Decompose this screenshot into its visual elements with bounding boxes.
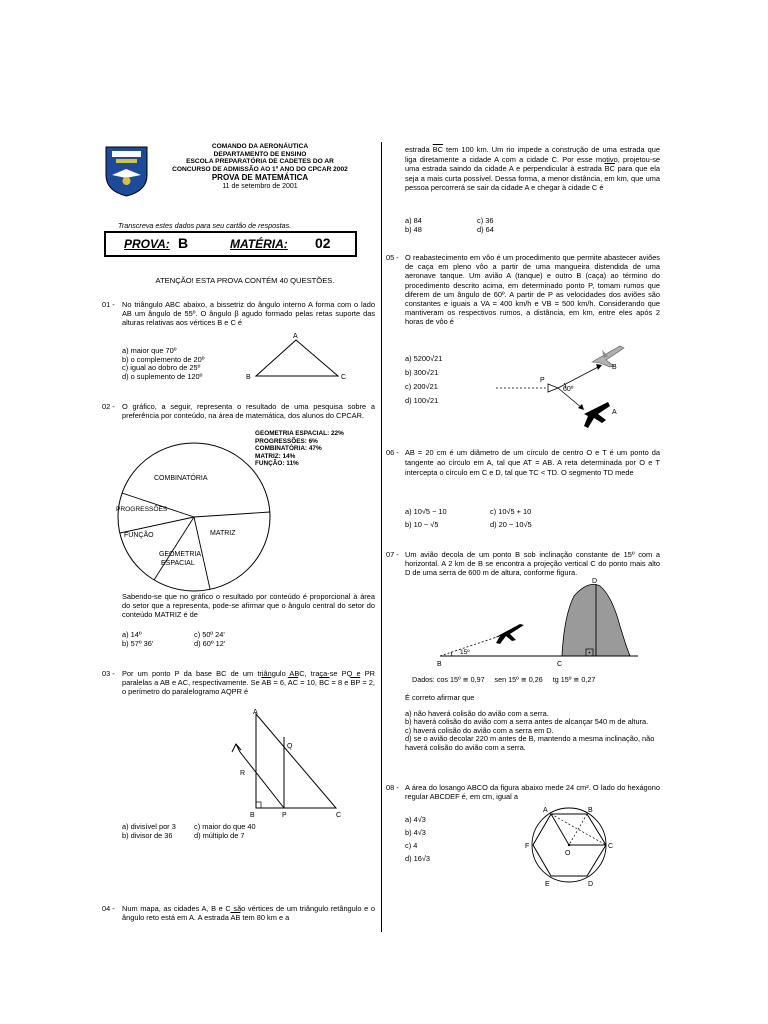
sector-label: FUNÇÃO (124, 532, 154, 539)
transcribe-note: Transcreva estes dados para seu cartão de respostas. (118, 221, 292, 230)
point-label: C (557, 661, 563, 668)
header-line: COMANDO DA AERONÁUTICA (211, 143, 309, 150)
given-data: Dados: cos 15º ≅ 0,97 sen 15º ≅ 0,26 tg 15º ≅ 0,27 (412, 675, 596, 684)
vertex-label: R (240, 770, 246, 777)
text-part: tem 80 km e a (240, 913, 290, 923)
options-list (405, 217, 422, 234)
point-label: B (437, 661, 442, 668)
vertex-label: A (293, 333, 298, 340)
option[interactable]: b) 10 − √5 (405, 520, 439, 529)
question-text (122, 904, 375, 922)
question-number: 04 - (102, 904, 115, 913)
exam-date: 11 de setembro de 2001 (222, 183, 298, 191)
text-part: 8 e (337, 678, 349, 688)
option[interactable]: a) 5200√21 (405, 354, 443, 363)
options-list (477, 217, 494, 234)
prova-value: B (178, 235, 189, 251)
options-list (405, 710, 660, 752)
question-number: 08 - (386, 783, 399, 792)
header-line: CONCURSO DE ADMISSÃO AO 1º ANO DO CPCAR 2002 (172, 165, 348, 173)
segment: $\overline{BC}$ (319, 678, 330, 688)
vertex-label: A (253, 709, 258, 716)
option[interactable]: d) o suplemento de 120º (122, 371, 203, 381)
text-part: Por um ponto P da base BC de um triângulo ABC, traça-se PQ e PR paralelas a AB e AC, respectivamente. Se (122, 669, 375, 688)
option[interactable]: c) 200√21 (405, 382, 438, 391)
option[interactable]: b) o complemento de 20º (122, 354, 205, 364)
segment: $\overline{BC}$ (432, 145, 443, 154)
option[interactable]: a) divisível por 3 (122, 822, 176, 831)
option[interactable]: d) 20 − 10√5 (490, 520, 532, 529)
prova-label: PROVA: (124, 237, 170, 251)
text-part: , o perímetro do paralelogramo AQPR é (122, 678, 375, 697)
vertex-label: B (588, 807, 593, 814)
option[interactable]: d) 64 (477, 224, 494, 234)
options-list (405, 505, 447, 531)
vertex-label: C (336, 812, 342, 819)
pie-chart (114, 438, 290, 596)
column-divider (381, 142, 382, 932)
segment: $\overline{AB}$ (261, 678, 272, 688)
point-label: D (592, 578, 598, 585)
option[interactable]: c) igual ao dobro de 25º (122, 363, 201, 373)
text-part: estrada (405, 145, 430, 154)
exam-box (104, 231, 357, 257)
triangle-figure (226, 708, 356, 820)
options-list (194, 823, 256, 840)
option[interactable]: c) 4 (405, 841, 418, 850)
question-text (122, 669, 375, 697)
option[interactable]: d) 16√3 (405, 854, 431, 863)
legend-item: MATRIZ: 14% (255, 452, 296, 460)
option[interactable]: b) 57º 36' (122, 638, 154, 648)
option[interactable]: c) haverá colisão do avião com a serra em D. (405, 725, 554, 735)
legend-item: PROGRESSÕES: 6% (255, 437, 318, 445)
vertex-label: Q (287, 743, 293, 750)
value: = (329, 678, 338, 688)
aircraft-label: A (612, 409, 617, 416)
option[interactable]: b) haverá colisão do avião com a serra antes de alcançar 540 m de altura. (405, 717, 649, 727)
options-list (122, 347, 204, 381)
options-list (122, 631, 153, 648)
vertex-label: O (565, 850, 571, 857)
option[interactable]: d) 60º 12' (194, 638, 226, 648)
question-text: Sabendo-se que no gráfico o resultado por conteúdo é proporcional à área do setor que a representa, pode-se afirmar que o ângulo central do setor do conteúdo MATRIZ é de (122, 592, 375, 620)
segment: $\overline{BP}$ (350, 678, 361, 688)
vertex-label: F (525, 843, 530, 850)
question-number: 05 - (386, 253, 399, 262)
option[interactable]: d) múltiplo de 7 (194, 830, 245, 840)
tanker-plane-icon (584, 402, 610, 428)
question-text: Um avião decola de um ponto B sob inclinação constante de 15º com a horizontal. A 2 km de B se encontra a projeção vertical C do ponto mais alto D de uma serra de 600 m de altura, conforme figura. (405, 550, 660, 578)
value: = 2 (360, 678, 373, 688)
segment: $\overline{BC}$ (604, 164, 615, 174)
option[interactable]: a) 10√5 − 10 (405, 507, 447, 516)
option[interactable]: c) 36 (477, 216, 494, 225)
vertex-label: D (588, 881, 594, 888)
vertex-label: B (246, 374, 251, 381)
options-list (194, 631, 225, 648)
vertex-label: P (282, 812, 287, 819)
option[interactable]: a) 84 (405, 216, 422, 225)
sector-label: ESPACIAL (161, 560, 195, 567)
sector-label: COMBINATÓRIA (154, 475, 208, 482)
value: = 6, (271, 678, 288, 688)
question-text: AB = 20 cm é um diâmetro de um círculo de centro O e T é um ponto da tangente ao círculo em A, tal que AT = AB. A reta determinada por O e T intercepta o círculo em C e D, tal que TC < TD. O segmento TD mede (405, 448, 660, 477)
segment: $\overline{AB}$ (230, 913, 241, 923)
question-text: No triângulo ABC abaixo, a bissetriz do ângulo interno A forma com o lado AB um ângulo de 55º. O ângulo β agudo formado pelas retas suporte das alturas relativas aos vértices B e C é (122, 300, 375, 328)
airplane-icon (494, 624, 524, 644)
option[interactable]: a) 4√3 (405, 815, 426, 824)
question-number: 01 - (102, 300, 115, 309)
option[interactable]: d) se o avião decolar 220 m antes de B, mantendo a mesma inclinação, não haverá colisão do avião com a serra. (405, 734, 655, 752)
materia-label: MATÉRIA: (230, 237, 288, 251)
options-list (405, 813, 430, 865)
question-text: O gráfico, a seguir, representa o resultado de uma pesquisa sobre a preferência por conteúdo, na área de matemática, dos alunos do CPCAR. (122, 402, 375, 421)
option[interactable]: a) não haverá colisão do avião com a serra. (405, 709, 549, 718)
legend-item: GEOMETRIA ESPACIAL: 22% (255, 430, 344, 437)
page-title: PROVA DE MATEMÁTICA (211, 173, 309, 183)
refueling-figure (486, 336, 636, 436)
hexagon-figure (524, 802, 614, 892)
legend-item: FUNÇÃO: 11% (255, 460, 299, 468)
options-list (122, 823, 176, 840)
option[interactable]: b) divisor de 36 (122, 830, 173, 840)
aircraft-label: B (612, 364, 617, 371)
angle-label: 15º (460, 649, 470, 656)
header-line: DEPARTAMENTO DE ENSINO (213, 150, 307, 158)
vertex-label: A (543, 807, 548, 814)
question-number: 07 - (386, 550, 399, 559)
option[interactable]: b) 48 (405, 224, 422, 234)
vertex-label: C (608, 843, 614, 850)
triangle-figure (240, 330, 350, 382)
option[interactable]: c) maior do que 40 (194, 822, 256, 831)
option[interactable]: a) maior que 70º (122, 346, 177, 355)
question-number: 02 - (102, 402, 115, 411)
vertex-label: C (341, 374, 347, 381)
text-part: para que ela seja a mais curta possível. Dessa forma, a menor distância, em km, que uma pessoa percorrerá se sair da cidade A e chegar à cidade C é (405, 164, 660, 193)
header-line: ESCOLA PREPARATÓRIA DE CADETES DO AR (186, 158, 334, 166)
question-number: 06 - (386, 448, 399, 457)
value: = 10, (298, 678, 320, 688)
vertex-label: E (545, 881, 550, 888)
segment: $\overline{AC}$ (287, 678, 299, 688)
sector-label: MATRIZ (210, 530, 236, 537)
question-text: A área do losango ABCO da figura abaixo mede 24 cm². O lado do hexágono regular ABCDEF é, em cm, igual a (405, 783, 660, 802)
question-text-continued (405, 145, 660, 193)
angle-label: 60º (563, 386, 574, 393)
options-list (405, 352, 442, 408)
question-stem: É correto afirmar que (405, 693, 475, 702)
option[interactable]: a) 14º (122, 630, 142, 639)
question-number: 03 - (102, 669, 115, 678)
mountain-figure (430, 576, 660, 670)
text-part: tem 100 km. Um rio impede a construção de uma estrada que liga diretamente a cidade A com a cidade C. Por esse motivo, projetou-se uma estrada saindo da cidade A e perpendicular à estrada (405, 145, 660, 174)
legend-item: COMBINATÓRIA: 47% (255, 445, 322, 453)
school-emblem (104, 145, 149, 197)
question-text: O reabastecimento em vôo é um procedimento que permite abastecer aviões de caça em pleno vôo a partir de uma mangueira distendida de uma aeronave tanque. Um avião A (tanque) e outro B (caça) ao término do procedimento descrito acima, em determinado ponto P, tomam rumos que diferem de um ângulo de 60º. A partir de P as velocidades dos aviões são constantes e iguais a VA = 400 km/h e VB = 500 km/h. Considerando que mantiveram os respectivos rumos, a distância, em km, entre eles após 2 horas de vôo é (405, 253, 660, 327)
option[interactable]: b) 4√3 (405, 828, 426, 837)
option[interactable]: c) 10√5 + 10 (490, 507, 532, 516)
option[interactable]: d) 100√21 (405, 396, 439, 405)
point-label: P (540, 377, 545, 384)
options-list (490, 505, 532, 531)
attention-notice: ATENÇÃO! ESTA PROVA CONTÉM 40 QUESTÕES. (155, 276, 335, 285)
text-part: Num mapa, as cidades A, B e C são vértices de um triângulo retângulo e o ângulo reto está em A. A estrada (122, 904, 375, 923)
fighter-jet-icon (592, 346, 624, 367)
materia-value: 02 (315, 235, 331, 251)
option[interactable]: b) 300√21 (405, 368, 439, 377)
option[interactable]: c) 50º 24' (194, 630, 225, 639)
sector-label: PROGRESSÕES (116, 506, 168, 513)
sector-label: GEOMETRIA (159, 551, 202, 558)
vertex-label: B (250, 812, 255, 819)
